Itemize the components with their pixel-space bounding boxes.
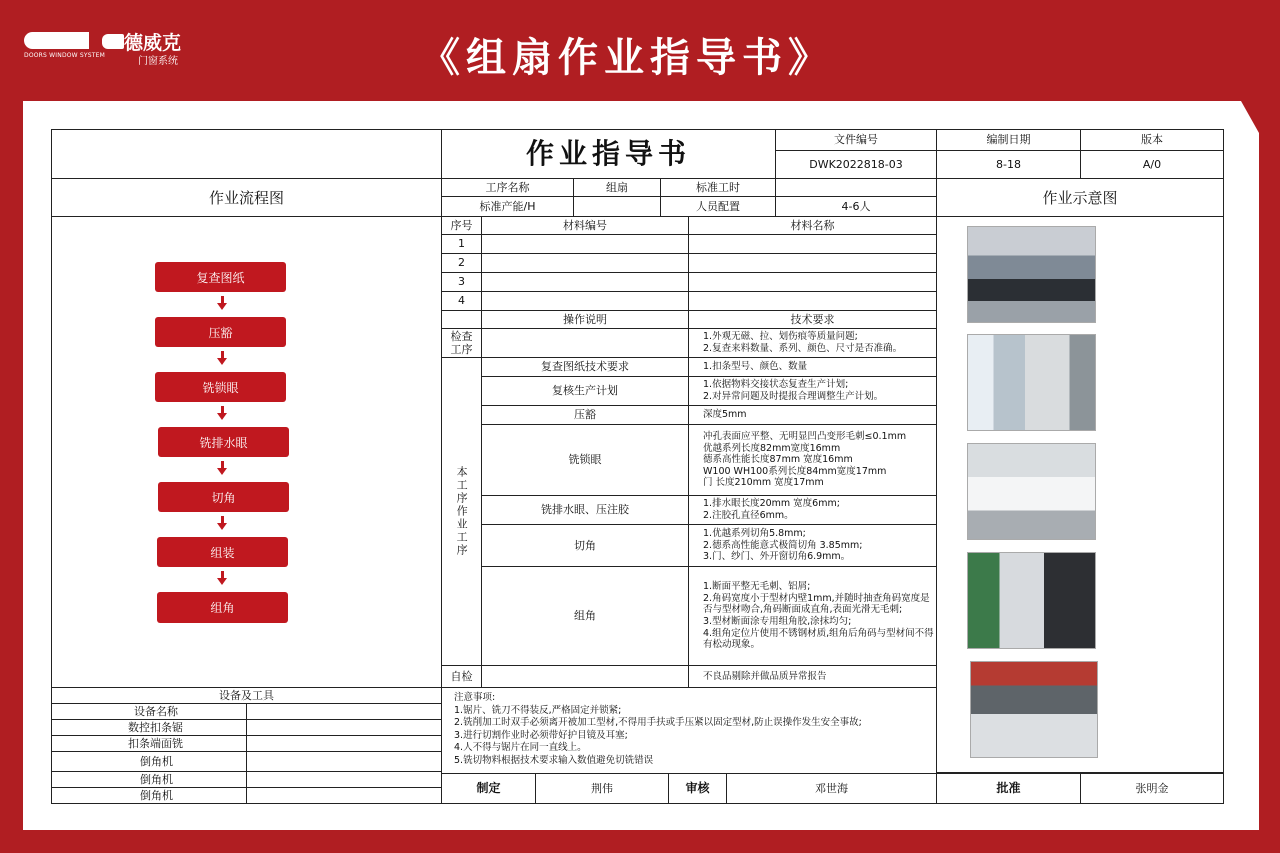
- material-row-code: [481, 253, 689, 273]
- devic-logo-subtitle: DOORS WINDOW SYSTEM: [24, 52, 106, 59]
- equipment-item-detail: [246, 771, 442, 788]
- illustration-heading: 作业示意图: [936, 178, 1224, 217]
- equipment-blank: [246, 703, 442, 720]
- materials-code-label: 材料编号: [481, 216, 689, 235]
- file-no-value: DWK2022818-03: [775, 150, 937, 179]
- photo-notching-machine: [967, 443, 1096, 540]
- equipment-name-label: 设备名称: [51, 703, 247, 720]
- file-no-label: 文件编号: [775, 129, 937, 151]
- note-item: 3.进行切割作业时必须带好护目镜及耳塞;: [454, 729, 628, 741]
- op-req: 1.排水眼长度20mm 宽度6mm; 2.注胶孔直径6mm。: [688, 495, 937, 525]
- devic-logo-mark: [24, 32, 89, 49]
- std-time-label: 标准工时: [660, 178, 776, 197]
- brand-logo: [24, 28, 209, 68]
- flow-step-6: 组装: [157, 537, 288, 567]
- flow-heading: 作业流程图: [51, 178, 442, 217]
- photo-milling-machine: [967, 334, 1096, 431]
- note-item: 1.锯片、铣刀不得装反,严格固定并锁紧;: [454, 704, 622, 716]
- equipment-item-detail: [246, 751, 442, 772]
- process-name-value: 组扇: [573, 178, 661, 197]
- dwk-logo-icon: [102, 34, 124, 49]
- equipment-item: 扣条端面铣: [51, 735, 247, 752]
- process-name-label: 工序名称: [441, 178, 574, 197]
- flow-step-2: 压豁: [155, 317, 286, 347]
- material-row-name: [688, 272, 937, 292]
- op-desc: 压豁: [481, 405, 689, 425]
- op-req: 1.断面平整无毛刺、铝屑; 2.角码宽度小于型材内壁1mm,并随时抽查角码宽度是否与型材吻合,角码断面成直角,表面光滑无毛刺; 3.型材断面涂专用组角胶,涂抹均匀; 4.组角定位片使用不锈钢材质,组角后角码与型材间不得有松动现象。: [688, 566, 937, 666]
- arrow-down-icon: [217, 578, 227, 585]
- photo-cutting-machine: [967, 226, 1096, 323]
- op-req: 1.优越系列切角5.8mm; 2.德系高性能意式极简切角 3.85mm; 3.门、纱门、外开窗切角6.9mm。: [688, 524, 937, 567]
- flow-step-5: 切角: [158, 482, 289, 512]
- approve-label: 批准: [936, 773, 1081, 804]
- self-check-req: 不良品剔除并做品质异常报告: [688, 665, 937, 688]
- flow-step-7: 组角: [157, 592, 288, 623]
- review-label: 审核: [668, 773, 727, 804]
- photo-corner-cutter: [967, 552, 1096, 649]
- equipment-item: 倒角机: [51, 751, 247, 772]
- op-desc: 复查图纸技术要求: [481, 357, 689, 377]
- flow-step-4: 铣排水眼: [158, 427, 289, 457]
- op-desc: 铣锁眼: [481, 424, 689, 496]
- banner-title: 《组扇作业指导书》: [420, 35, 834, 81]
- material-row-name: [688, 253, 937, 273]
- version-label: 版本: [1080, 129, 1224, 151]
- approved-by: 张明金: [1080, 773, 1224, 804]
- note-item: 5.铣切物料根据技术要求输入数值避免切铣错误: [454, 754, 654, 766]
- date-label: 编制日期: [936, 129, 1081, 151]
- equipment-item-detail: [246, 735, 442, 752]
- equipment-item: 倒角机: [51, 787, 247, 804]
- op-desc: 复核生产计划: [481, 376, 689, 406]
- op-desc: 铣排水眼、压注胶: [481, 495, 689, 525]
- made-label: 制定: [441, 773, 536, 804]
- capacity-value: [573, 196, 661, 217]
- equipment-item: 倒角机: [51, 771, 247, 788]
- materials-name-label: 材料名称: [688, 216, 937, 235]
- notes-box: [441, 687, 937, 774]
- doc-title: 作业指导书: [441, 129, 776, 179]
- material-row-name: [688, 234, 937, 254]
- arrow-down-icon: [217, 358, 227, 365]
- reviewed-by: 邓世海: [726, 773, 937, 804]
- op-desc: 组角: [481, 566, 689, 666]
- blank-top-left: [51, 129, 442, 179]
- op-desc: 切角: [481, 524, 689, 567]
- equipment-item-detail: [246, 719, 442, 736]
- staff-label: 人员配置: [660, 196, 776, 217]
- ops-req-label: 技术要求: [688, 310, 937, 329]
- std-time-value: [775, 178, 937, 197]
- material-row-no: 4: [441, 291, 482, 311]
- op-req: 1.扣条型号、颜色、数量: [688, 357, 937, 377]
- note-item: 4.人不得与锯片在同一直线上。: [454, 742, 587, 754]
- check-process-req: 1.外观无磁、拉、划伤痕等质量问题; 2.复查来料数量、系列、颜色、尺寸是否准确。: [688, 328, 937, 358]
- material-row-no: 3: [441, 272, 482, 292]
- photo-corner-crimping-machine: [970, 661, 1098, 758]
- notes-heading: 注意事项:: [454, 692, 496, 703]
- made-by: 荆伟: [535, 773, 669, 804]
- equipment-heading: 设备及工具: [51, 687, 442, 704]
- equipment-item: 数控扣条锯: [51, 719, 247, 736]
- equipment-item-detail: [246, 787, 442, 804]
- ops-desc-label: 操作说明: [481, 310, 689, 329]
- check-process-desc: [481, 328, 689, 358]
- op-req: 深度5mm: [688, 405, 937, 425]
- staff-value: 4-6人: [775, 196, 937, 217]
- capacity-label: 标准产能/H: [441, 196, 574, 217]
- dwk-brand-subtitle: 门窗系统: [138, 56, 178, 67]
- flow-step-1: 复查图纸: [155, 262, 286, 292]
- material-row-code: [481, 291, 689, 311]
- arrow-down-icon: [217, 523, 227, 530]
- materials-no-label: 序号: [441, 216, 482, 235]
- note-item: 2.铣削加工时双手必须离开被加工型材,不得用手扶或手压紧以固定型材,防止误操作发生安全事故;: [454, 717, 862, 729]
- material-row-name: [688, 291, 937, 311]
- arrow-down-icon: [217, 413, 227, 420]
- self-check-label: 自检: [441, 665, 482, 688]
- check-process-label: 检查工序: [441, 328, 482, 358]
- version-value: A/0: [1080, 150, 1224, 179]
- op-req: 1.依据物料交接状态复查生产计划; 2.对异常问题及时提报合理调整生产计划。: [688, 376, 937, 406]
- material-row-no: 2: [441, 253, 482, 273]
- self-check-desc: [481, 665, 689, 688]
- section-label: [441, 357, 482, 666]
- arrow-down-icon: [217, 303, 227, 310]
- arrow-down-icon: [217, 468, 227, 475]
- material-row-code: [481, 272, 689, 292]
- ops-header-blank: [441, 310, 482, 329]
- dwk-brand-name: 德威克: [124, 32, 182, 54]
- op-req: 冲孔表面应平整、无明显凹凸变形毛刺≤0.1mm 优越系列长度82mm宽度16mm 德系高性能长度87mm 宽度16mm W100 WH100系列长度84mm宽度17mm 门 长度210mm 宽度17mm: [688, 424, 937, 496]
- material-row-no: 1: [441, 234, 482, 254]
- flow-step-3: 铣锁眼: [155, 372, 286, 402]
- material-row-code: [481, 234, 689, 254]
- section-label-text: 本工序作业工序: [455, 466, 469, 557]
- date-value: 8-18: [936, 150, 1081, 179]
